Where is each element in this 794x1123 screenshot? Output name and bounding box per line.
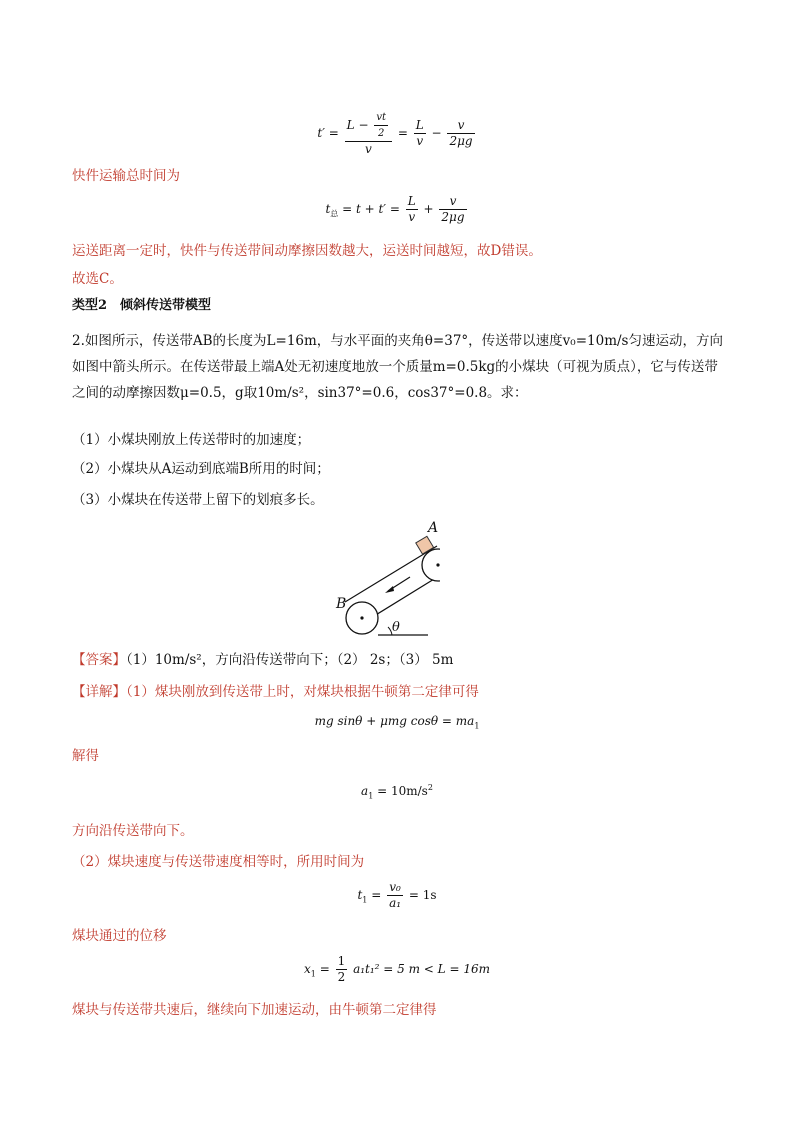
text-choose-c: 故选C。 [72,271,123,287]
equation-t-total: $t_总 = t + t'$ = $\frac{L}{v}$ + $\frac{v}{2\mu g}$ [325,194,465,224]
conveyor-belt-figure [330,515,440,640]
answer-line: 【答案】（1）10m/s²，方向沿传送带向下；（2） 2s；（3） 5m [72,652,454,668]
equation-newton: mg sinθ + μmg $\cos\theta = ma_1$ [314,714,480,731]
problem-statement: 2.如图所示，传送带AB的长度为L=16m，与水平面的夹角θ=37°，传送带以速度v₀=10m/s匀速运动，方向如图中箭头所示。在传送带最上端A处无初速度地放一个质量m=0.5kg的小煤块（可视为质点），它与传送带之间的动摩擦因数μ=0.5，g取10m/s²，sin37°=0.6，cos37°=0.8。求： [72,333,723,401]
text-last: 煤块与传送带共速后，继续向下加速运动，由牛顿第二定律得 [72,1002,437,1018]
text-conclusion: 运送距离一定时，快件与传送带间动摩擦因数越大，运送时间越短，故D错误。 [72,243,542,259]
svg-text:θ: θ [392,620,400,635]
section-title: 类型2 倾斜传送带模型 [72,298,212,313]
equation-t1: $t_1$ = $\frac{\text{v₀}}{\text{a₁}}$ = 1s [357,880,437,910]
text-total-time: 快件运输总时间为 [72,168,180,184]
equation-a1: $a_1 = 10m/s^2$ [361,783,433,801]
svg-text:A: A [428,520,439,536]
text-part2: （2）煤块速度与传送带速度相等时，所用时间为 [72,854,365,870]
question-2: （2）小煤块从A运动到底端B所用的时间； [72,461,330,477]
text-direction: 方向沿传送带向下。 [72,823,194,839]
text-solve: 解得 [72,748,99,764]
text-displacement: 煤块通过的位移 [72,928,167,944]
equation-t-prime: t′ = L − $\frac{vt}{2}$ v = $\frac{L}{v}$ − $\frac{v}{2\mu g}$ [317,112,473,156]
question-3: （3）小煤块在传送带上留下的划痕多长。 [72,492,324,508]
detail-line: 【详解】（1）煤块刚放到传送带上时，对煤块根据牛顿第二定律可得 [72,684,479,700]
question-1: （1）小煤块刚放上传送带时的加速度； [72,432,311,448]
equation-x1: $x_1$ = $\frac{1}{2}$ a₁t₁² = 5 m < L = 16m [304,954,490,984]
svg-text:B: B [336,596,347,612]
